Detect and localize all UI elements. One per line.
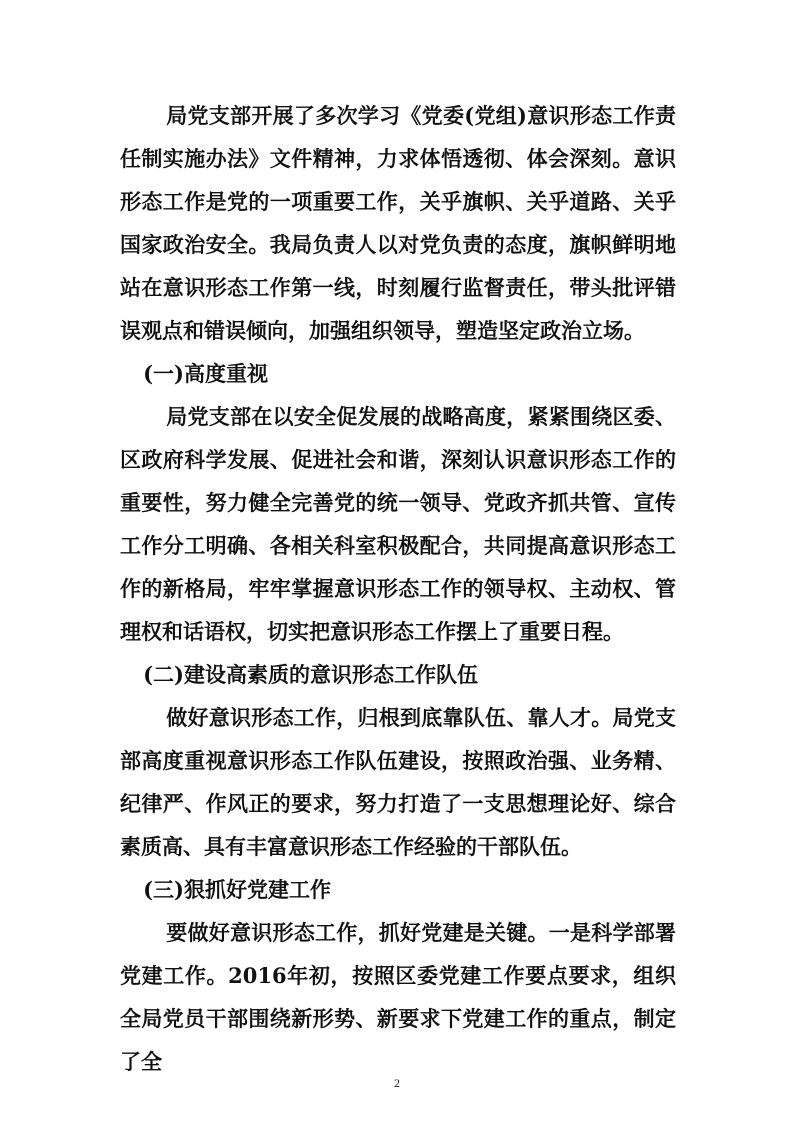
- section-heading-1: (一)高度重视: [143, 361, 268, 386]
- section-heading-2: (二)建设高素质的意识形态工作队伍: [143, 662, 478, 687]
- paragraph-section-2: 做好意识形态工作，归根到底靠队伍、靠人才。局党支部高度重视意识形态工作队伍建设，按照政治强、业务精、纪律严、作风正的要求，努力打造了一支思想理论好、综合素质高、具有丰富意识形态工作经验的干部队伍。: [120, 705, 676, 859]
- paragraph-section-3: 要做好意识形态工作，抓好党建是关键。一是科学部署党建工作。2016年初，按照区委党建工作要点要求，组织全局党员干部围绕新形势、新要求下党建工作的重点，制定了全: [120, 920, 676, 1074]
- document-body: [120, 94, 676, 1083]
- section-heading-3: (三)狠抓好党建工作: [143, 877, 331, 902]
- paragraph-section-1: 局党支部在以安全促发展的战略高度，紧紧围绕区委、区政府科学发展、促进社会和谐，深刻认识意识形态工作的重要性，努力健全完善党的统一领导、党政齐抓共管、宣传工作分工明确、各相关科室积极配合，共同提高意识形态工作的新格局，牢牢掌握意识形态工作的领导权、主动权、管理权和话语权，切实把意识形态工作摆上了重要日程。: [120, 404, 676, 644]
- paragraph-intro: 局党支部开展了多次学习《党委(党组)意识形态工作责任制实施办法》文件精神，力求体悟透彻、体会深刻。意识形态工作是党的一项重要工作，关乎旗帜、关乎道路、关乎国家政治安全。我局负责人以对党负责的态度，旗帜鲜明地站在意识形态工作第一线，时刻履行监督责任，带头批评错误观点和错误倾向，加强组织领导，塑造坚定政治立场。: [120, 103, 676, 343]
- page-number: 2: [394, 1076, 400, 1090]
